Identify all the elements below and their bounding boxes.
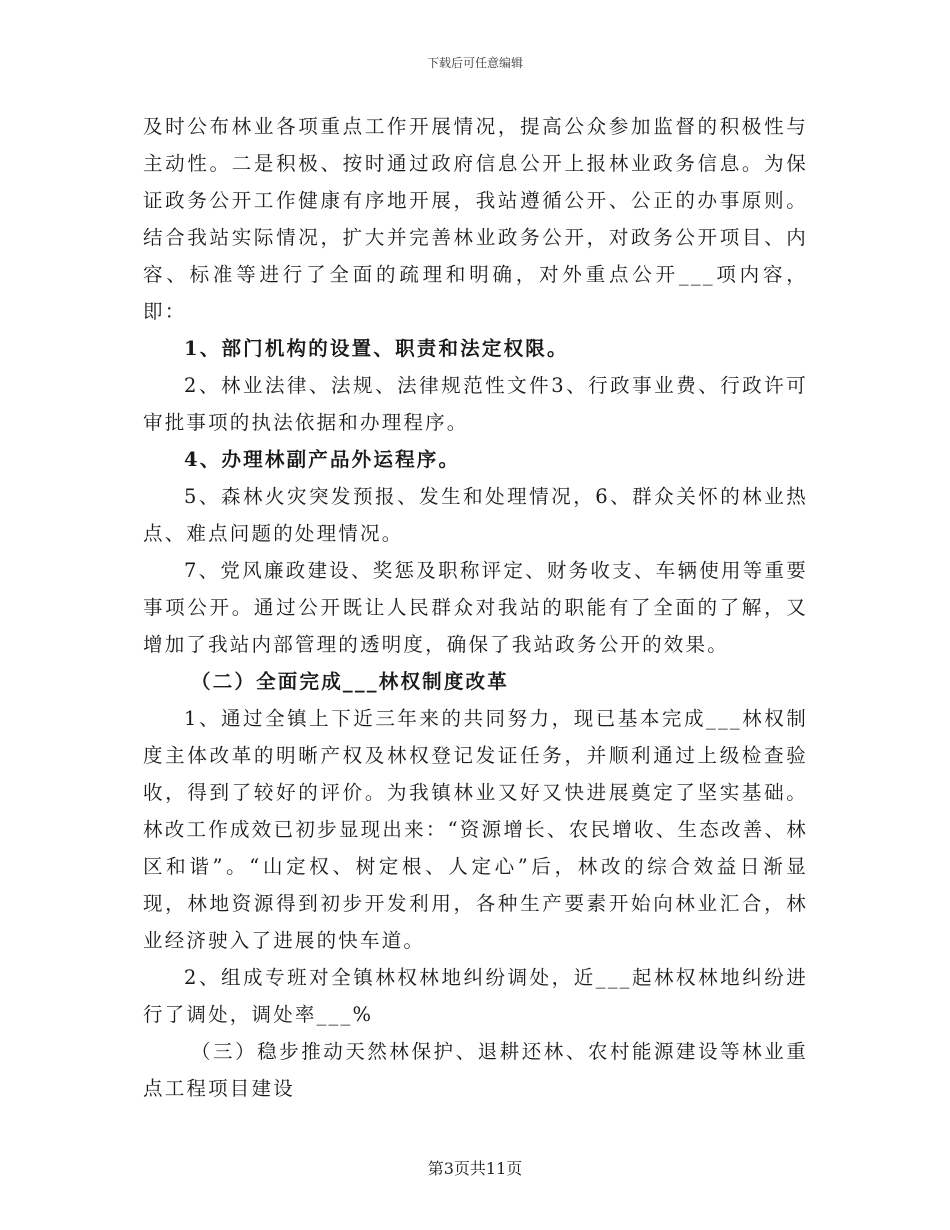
header-note: 下载后可任意编辑 (426, 56, 523, 70)
list-item-7: 7、党风廉政建设、奖惩及职称评定、财务收支、车辆使用等重要事项公开。通过公开既让人民群众对我站的职能有了全面的了解，又增加了我站内部管理的透明度，确保了我站政务公开的效果。 (143, 559, 808, 656)
list-item-2-3: 2、林业法律、法规、法律规范性文件3、行政事业费、行政许可审批事项的执法依据和办理程序。 (143, 374, 808, 434)
document-body (143, 108, 808, 1107)
list-item-1: 1、部门机构的设置、职责和法定权限。 (184, 337, 569, 360)
list-item-5-6: 5、森林火灾突发预报、发生和处理情况，6、群众关怀的林业热点、难点问题的处理情况。 (143, 485, 808, 545)
paragraph-public-disclosure: 及时公布林业各项重点工作开展情况，提高公众参加监督的积极性与主动性。二是积极、按时通过政府信息公开上报林业政务信息。为保证政务公开工作健康有序地开展，我站遵循公开、公正的办事原则。结合我站实际情况，扩大并完善林业政务公开，对政务公开项目、内容、标准等进行了全面的疏理和明确，对外重点公开___项内容，即： (143, 115, 808, 323)
page-number: 第3页共11页 (427, 1159, 523, 1178)
list-item-4: 4、办理林副产品外运程序。 (184, 448, 461, 471)
section-heading-3: （三）稳步推动天然林保护、退耕还林、农村能源建设等林业重点工程项目建设 (143, 1040, 808, 1100)
section-heading-2: （二）全面完成___林权制度改革 (191, 670, 509, 693)
paragraph-forest-reform-2: 2、组成专班对全镇林权林地纠纷调处，近___起林权林地纠纷进行了调处，调处率___% (143, 966, 808, 1026)
paragraph-forest-reform-1: 1、通过全镇上下近三年来的共同努力，现已基本完成___林权制度主体改革的明晰产权及林权登记发证任务，并顺利通过上级检查验收，得到了较好的评价。为我镇林业又好又快进展奠定了坚实基础。林改工作成效已初步显现出来：“资源增长、农民增收、生态改善、林区和谐”。“山定权、树定根、人定心”后，林改的综合效益日渐显现，林地资源得到初步开发利用，各种生产要素开始向林业汇合，林业经济驶入了进展的快车道。 (143, 707, 808, 952)
